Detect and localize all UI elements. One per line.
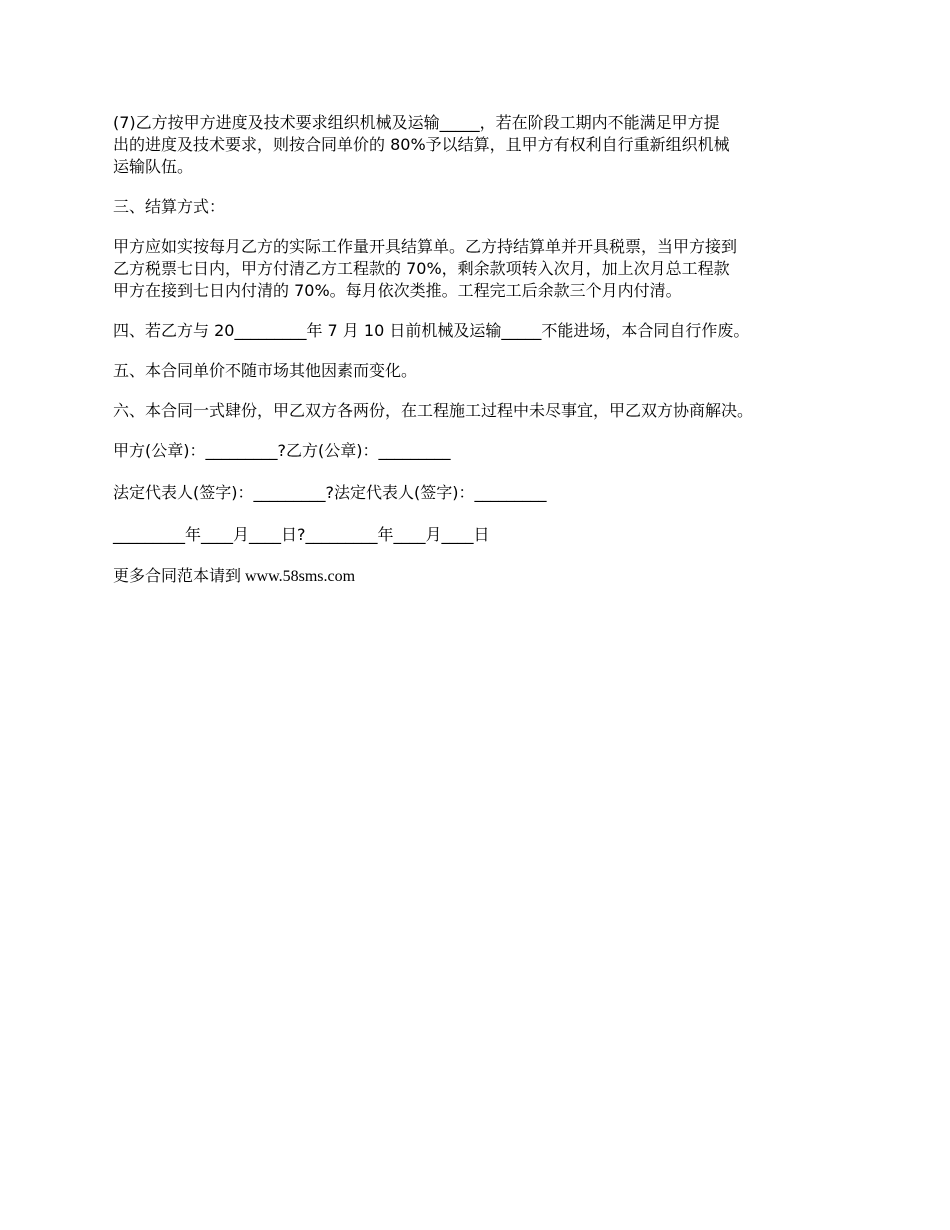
section-3-heading: 三、结算方式：: [113, 197, 226, 216]
clause-7-paragraph: [113, 112, 863, 178]
signature-parties-line: 甲方(公章)：_________?乙方(公章)：_________: [113, 441, 451, 460]
signature-representatives-line: 法定代表人(签字)：_________?法定代表人(签字)：_________: [113, 483, 547, 502]
section-3-line-2: 乙方税票七日内，甲方付清乙方工程款的 70%，剩余款项转入次月，加上次月总工程款: [113, 259, 730, 278]
document-page: [113, 112, 863, 588]
section-3-line-1: 甲方应如实按每月乙方的实际工作量开具结算单。乙方持结算单并开具税票，当甲方接到: [113, 237, 738, 256]
section-5-paragraph: 五、本合同单价不随市场其他因素而变化。: [113, 361, 418, 380]
section-3-line-3: 甲方在接到七日内付清的 70%。每月依次类推。工程完工后余款三个月内付清。: [113, 281, 682, 300]
section-3-paragraph: [113, 236, 863, 302]
section-6-paragraph: 六、本合同一式肆份，甲乙双方各两份，在工程施工过程中未尽事宜，甲乙双方协商解决。: [113, 401, 754, 420]
signature-dates-line: _________年____月____日?_________年____月____日: [113, 525, 490, 544]
clause-7-line-2: 出的进度及技术要求，则按合同单价的 80%予以结算，且甲方有权利自行重新组织机械: [113, 135, 730, 154]
section-4-paragraph: 四、若乙方与 20_________年 7 月 10 日前机械及运输_____不能进场，本合同自行作废。: [113, 321, 750, 340]
footer-link-text: 更多合同范本请到 www.58sms.com: [113, 568, 356, 585]
clause-7-line-1: (7)乙方按甲方进度及技术要求组织机械及运输_____，若在阶段工期内不能满足甲方提: [113, 113, 720, 132]
clause-7-line-3: 运输队伍。: [113, 157, 194, 176]
